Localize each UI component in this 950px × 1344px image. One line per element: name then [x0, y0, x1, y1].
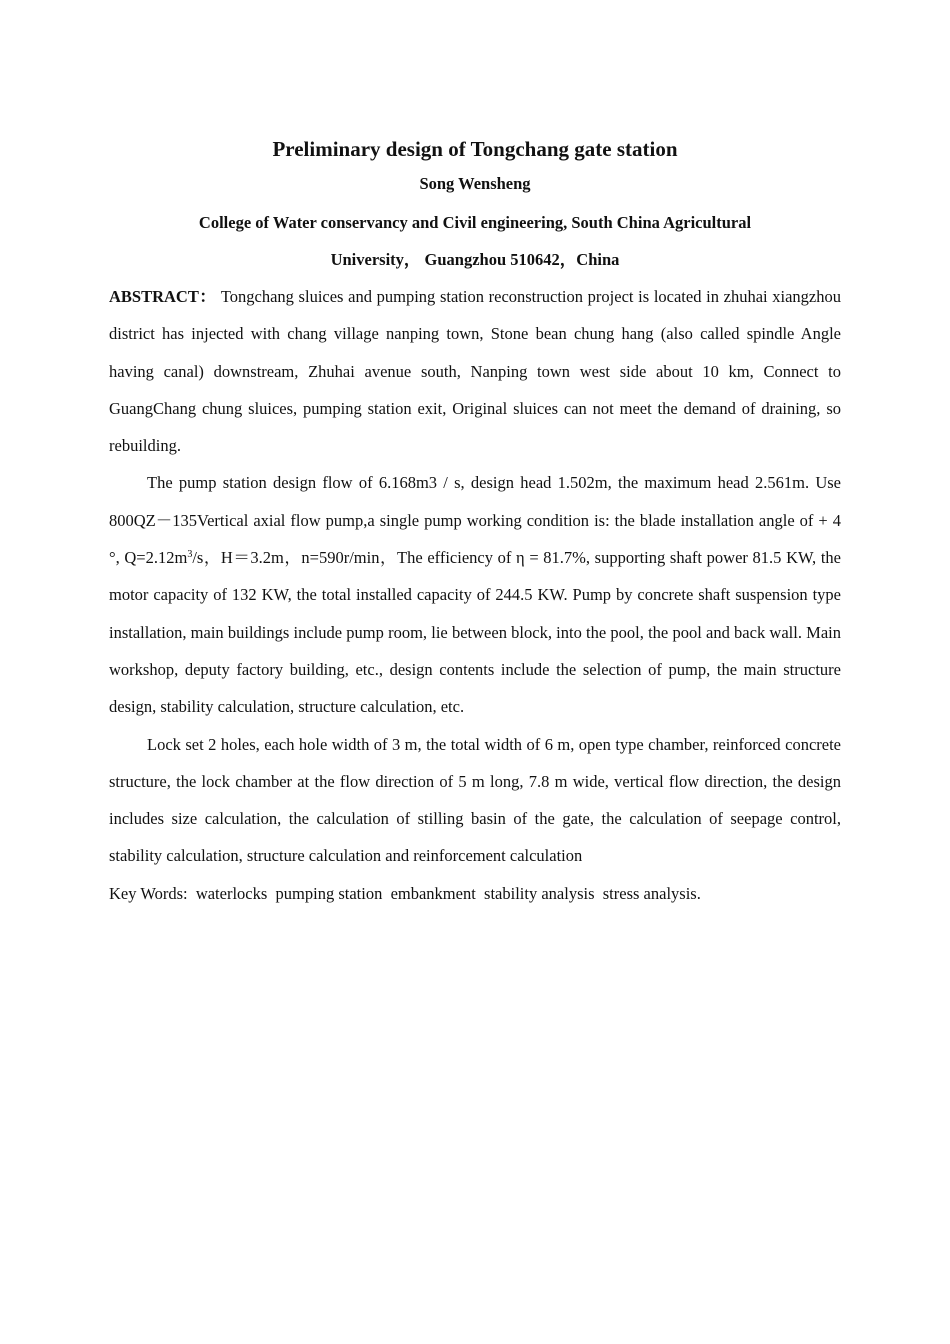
abstract-label: ABSTRACT： — [109, 287, 217, 306]
abstract-paragraph-2 — [109, 464, 841, 725]
abstract-paragraph-3: Lock set 2 holes, each hole width of 3 m, the total width of 6 m, open type chamber, reinforced concrete structure, the lock chamber at the flow direction of 5 m long, 7.8 m wide, vertical flow direction, the design includes size calculation, the calculation of stilling basin of the gate, the calculation of seepage control, stability calculation, structure calculation and reinforcement calculation — [109, 734, 841, 866]
paper-title: Preliminary design of Tongchang gate station — [272, 137, 678, 161]
abstract-text-2a: The pump station design flow of 6.168m3 / s, design head 1.502m, the maximum head 2.561m. Use 800QZ－135Vertical axial flow pump,a single pump working condition is: the blade installation angle of + 4 °, Q=2.12m — [109, 473, 841, 568]
abstract-paragraph-1 — [109, 278, 841, 464]
affiliation-line-2: University， Guangzhou 510642，China — [330, 250, 620, 269]
affiliation-line-1: College of Water conservancy and Civil engineering, South China Agricultural — [198, 213, 752, 232]
superscript-three: 3 — [187, 549, 193, 561]
paper-page — [109, 134, 841, 912]
author-name: Song Wensheng — [419, 174, 531, 193]
abstract-text-1: Tongchang sluices and pumping station reconstruction project is located in zhuhai xiangzhou district has injected with chang village nanping town, Stone bean chung hang (also called spindle Angle having canal) downstream, Zhuhai avenue south, Nanping town west side about 10 km, Connect to GuangChang chung sluices, pumping station exit, Original sluices can not meet the demand of draining, so rebuilding. — [109, 287, 842, 456]
keywords-line: Key Words: waterlocks pumping station embankment stability analysis stress analysis. — [109, 883, 701, 903]
abstract-text-2b: /s，H＝3.2m，n=590r/min，The efficiency of η = 81.7%, supporting shaft power 81.5 KW, the motor capacity of 132 KW, the total installed capacity of 244.5 KW. Pump by concrete shaft suspension type installation, main buildings include pump room, lie between block, into the pool, the pool and back wall. Main workshop, deputy factory building, etc., design contents include the selection of pump, the main structure design, stability calculation, structure calculation, etc. — [109, 548, 841, 717]
